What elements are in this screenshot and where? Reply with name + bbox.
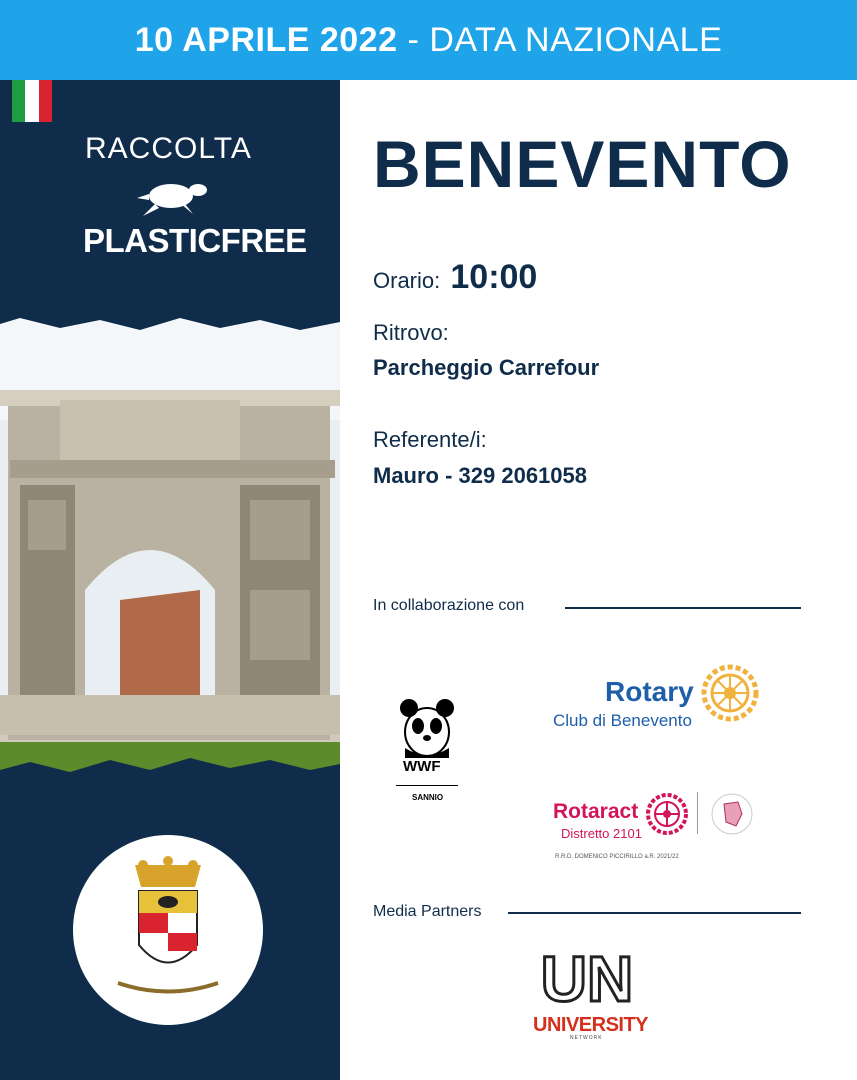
banner-separator: -	[407, 20, 420, 59]
ritrovo-value: Parcheggio Carrefour	[373, 355, 600, 380]
plasticfree-logo: PLASTICFREE	[83, 222, 307, 259]
orario-row	[373, 258, 537, 297]
arch-of-trajan-photo	[0, 300, 340, 792]
collaboration-label: In collaborazione con	[373, 597, 525, 614]
rotaract-footnote: R.R.D. DOMENICO PICCIRILLO a.R. 2021/22	[555, 854, 679, 860]
raccolta-label: RACCOLTA	[85, 132, 252, 165]
date-banner	[0, 0, 857, 80]
coat-of-arms-icon	[73, 835, 263, 1025]
rotary-wheel-icon	[701, 664, 759, 722]
university-tagline: NETWORK	[570, 1035, 603, 1041]
referente-value: Mauro - 329 2061058	[373, 463, 588, 488]
rotaract-divider	[697, 792, 698, 834]
panda-icon	[399, 698, 455, 758]
turtle-icon	[135, 178, 209, 220]
media-divider	[508, 912, 801, 914]
university-wordmark: UNIVERSITY	[533, 1014, 649, 1036]
rotary-club: Club di Benevento	[553, 711, 692, 730]
rotaract-wheel-icon	[645, 792, 689, 836]
referente-label: Referente/i:	[373, 427, 487, 452]
city-title: BENEVENTO	[373, 127, 792, 201]
city-crest-badge	[73, 835, 263, 1025]
wwf-wordmark: WWF	[403, 758, 441, 775]
ritrovo-label: Ritrovo:	[373, 320, 449, 345]
event-date: 10 APRILE 2022	[134, 20, 398, 59]
wwf-chapter: SANNIO	[412, 793, 444, 802]
rotaract-name: Rotaract	[553, 800, 639, 823]
un-logo	[533, 945, 641, 1009]
rotary-name: Rotary	[605, 676, 694, 707]
collaboration-divider	[565, 607, 801, 609]
orario-label: Orario:	[373, 268, 441, 293]
italian-flag-icon	[12, 80, 52, 122]
orario-value: 10:00	[450, 258, 538, 296]
media-partners-label: Media Partners	[373, 903, 482, 920]
wwf-divider	[396, 785, 458, 786]
event-scope: DATA NAZIONALE	[429, 20, 723, 59]
un-mark: UN	[540, 945, 634, 1009]
rotaract-district: Distretto 2101	[561, 826, 642, 841]
district-emblem-icon	[710, 792, 754, 836]
